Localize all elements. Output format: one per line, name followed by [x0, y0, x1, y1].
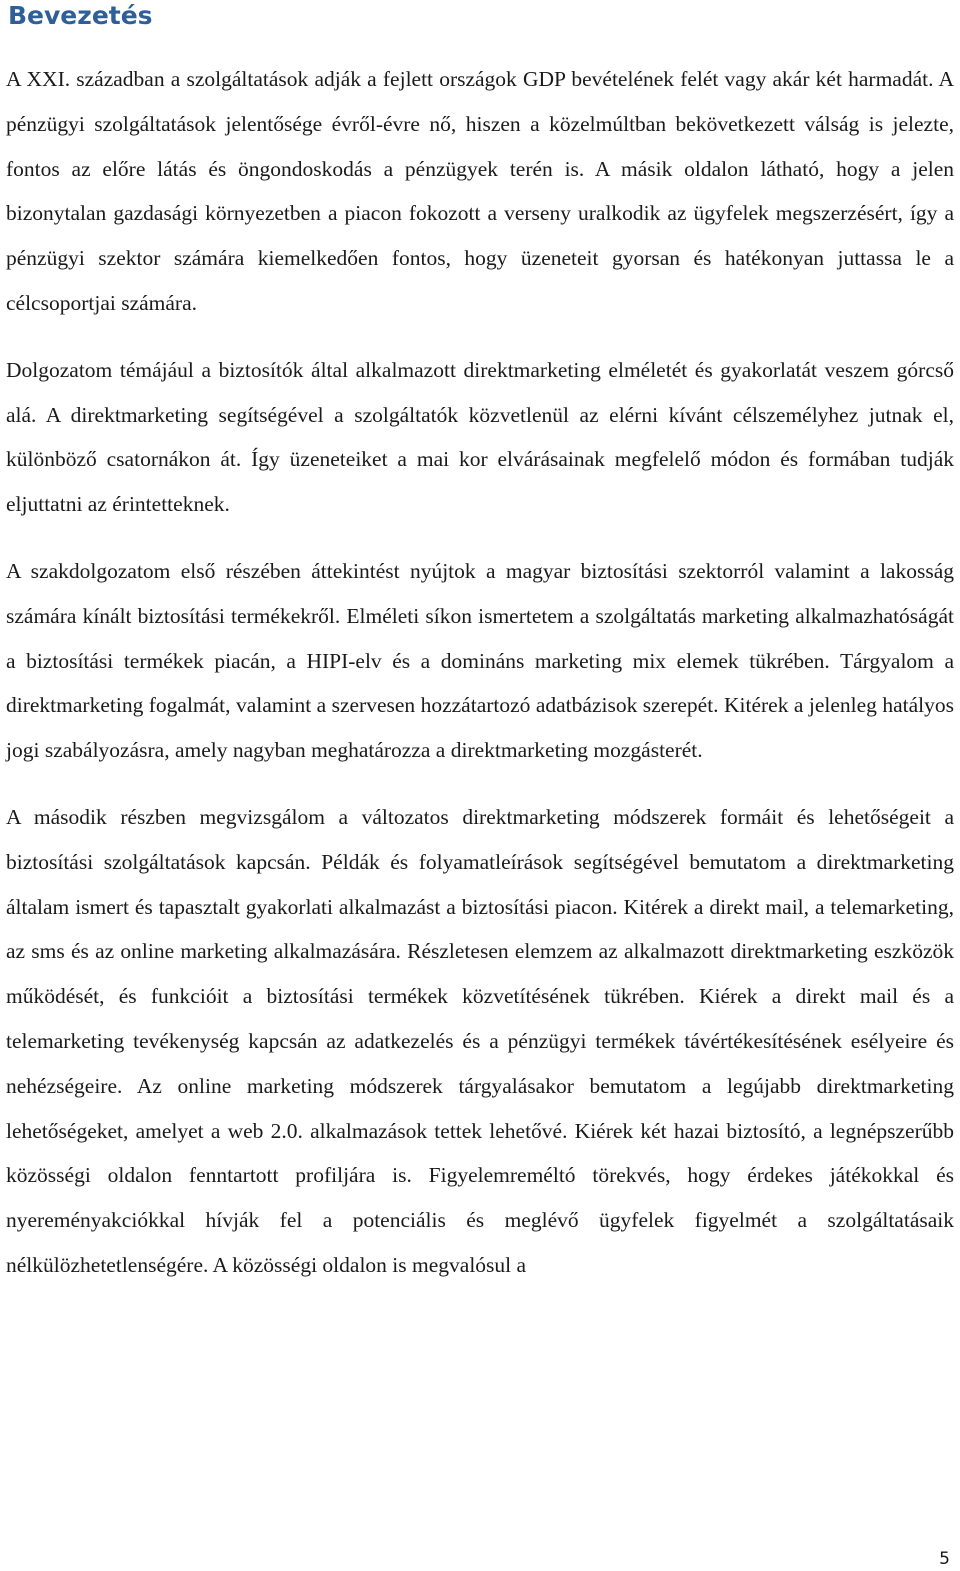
paragraph-2: Dolgozatom témájául a biztosítók által alkalmazott direktmarketing elméletét és gyakorlatát veszem górcső alá. A direktmarketing segítségével a szolgáltatók közvetlenül az elérni kívánt célszemélyhez jutnak el, különböző csatornákon át. Így üzeneteiket a mai kor elvárásainak megfelelő módon és formában tudják eljuttatni az érintetteknek. [6, 357, 954, 517]
paragraph-3: A szakdolgozatom első részében áttekintést nyújtok a magyar biztosítási szektorról valamint a lakosság számára kínált biztosítási termékekről. Elméleti síkon ismertetem a szolgáltatás marketing alkalmazhatóságát a biztosítási termékek piacán, a HIPI-elv és a domináns marketing mix elemek tükrében. Tárgyalom a direktmarketing fogalmát, valamint a szervesen hozzátartozó adatbázisok szerepét. Kitérek a jelenleg hatályos jogi szabályozásra, amely nagyban meghatározza a direktmarketing mozgásterét. [6, 558, 954, 763]
body-text [6, 57, 954, 1310]
page-number: 5 [939, 1549, 950, 1569]
paragraph-1: A XXI. században a szolgáltatások adják a fejlett országok GDP bevételének felét vagy akár két harmadát. A pénzügyi szolgáltatások jelentősége évről-évre nő, hiszen a közelmúltban bekövetkezett válság is jelezte, fontos az előre látás és öngondoskodás a pénzügyek terén is. A másik oldalon látható, hogy a jelen bizonytalan gazdasági környezetben a piacon fokozott a verseny uralkodik az ügyfelek megszerzésért, így a pénzügyi szektor számára kiemelkedően fontos, hogy üzeneteit gyorsan és hatékonyan juttassa le a célcsoportjai számára. [6, 67, 954, 315]
section-heading: Bevezetés [8, 1, 153, 30]
paragraph-4: A második részben megvizsgálom a változatos direktmarketing módszerek formáit és lehetőségeit a biztosítási szolgáltatások kapcsán. Példák és folyamatleírások segítségével bemutatom a direktmarketing általam ismert és tapasztalt gyakorlati alkalmazást a biztosítási piacon. Kitérek a direkt mail, a telemarketing, az sms és az online marketing alkalmazására. Részletesen elemzem az alkalmazott direktmarketing eszközök működését, és funkcióit a biztosítási termékek közvetítésének tükrében. Kiérek a direkt mail és a telemarketing tevékenység kapcsán az adatkezelés és a pénzügyi termékek távértékesítésének esélyeire és nehézségeire. Az online marketing módszerek tárgyalásakor bemutatom a legújabb direktmarketing lehetőségeket, amelyet a web 2.0. alkalmazások tettek lehetővé. Kiérek két hazai biztosító, a legnépszerűbb közösségi oldalon fenntartott profiljára is. Figyelemreméltó törekvés, hogy érdekes játékokkal és nyereményakciókkal hívják fel a potenciális és meglévő ügyfelek figyelmét a szolgáltatásaik nélkülözhetetlenségére. A közösségi oldalon is megvalósul a [6, 804, 954, 1277]
